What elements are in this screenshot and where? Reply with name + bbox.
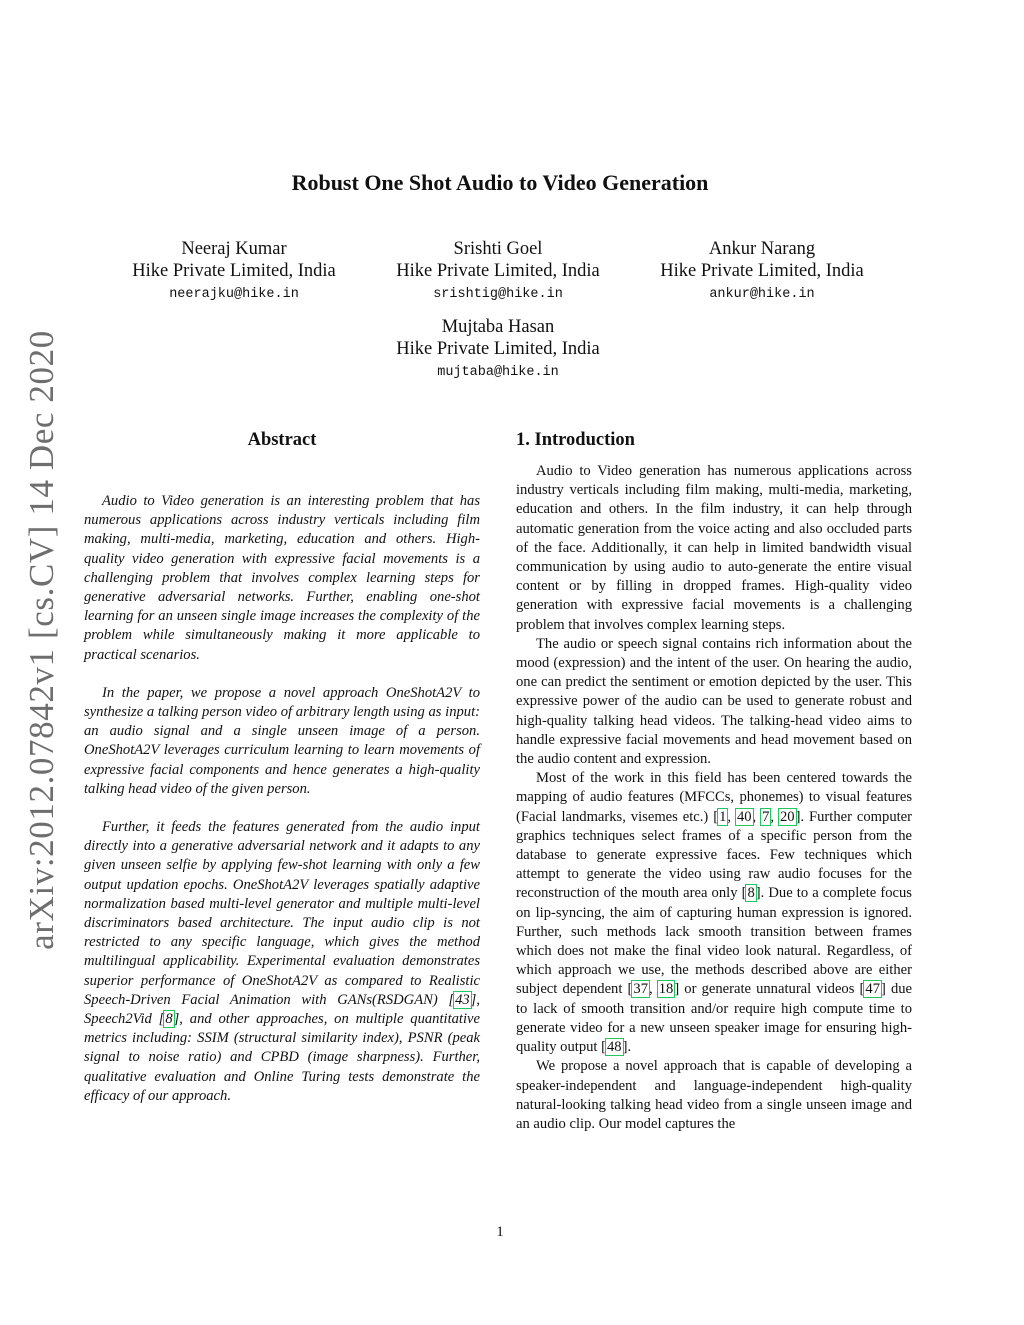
author-name: Ankur Narang [708,239,816,259]
citation-link[interactable]: 47 [865,981,880,998]
citation-link[interactable]: 8 [747,885,755,902]
abstract-section [84,428,480,1106]
intro-paragraph: We propose a novel approach that is capable of developing a speaker-independent and language-independent high-quality natural-looking talking head video from a single unseen image and an audio clip. Our model captures the [516,1058,912,1132]
author-block [348,316,648,382]
text-run: , [752,808,762,825]
citation-link[interactable]: 18 [658,981,674,998]
text-run: ] or generate unnatural videos [ [674,981,865,998]
introduction-section [516,428,912,1134]
citation-link[interactable]: 8 [165,1011,173,1028]
text-run: ] due to lack of smooth transition and/or require high compute time to generate video for a new unseen speaker image for ensuring high-quality output [ [516,981,913,1056]
text-run: ]. [622,1039,632,1056]
page-number: 1 [496,1224,504,1240]
citation-link[interactable]: 1 [719,808,727,825]
author-name: Mujtaba Hasan [441,317,555,337]
author-block [348,238,648,304]
intro-paragraph [516,769,912,1057]
introduction-heading: 1. Introduction [516,430,635,450]
author-affiliation: Hike Private Limited, India [132,261,336,281]
abstract-paragraph: Audio to Video generation is an interesting problem that has numerous applications across industry verticals including film making, multi-media, marketing, education and others. High-quality video generation with expressive facial movements is a challenging problem that involves complex learning steps for generative adversarial networks. Further, enabling one-shot learning for an unseen single image increases the complexity of the problem while simultaneously making it more applicable to practical scenarios. [84,493,480,663]
paper-title: Robust One Shot Audio to Video Generation [291,170,709,195]
intro-paragraph: Audio to Video generation has numerous applications across industry verticals including film making, multi-media, marketing, education and others. In the film industry, it can help through automatic generation from the voice acting and also occluded parts of the face. Additionally, it can help in limited bandwidth visual communication by using audio to auto-generate the entire visual content or by filling in dropped frames. High-quality video generation with expressive facial movements is a challenging problem that involves complex learning steps. [516,463,912,633]
author-affiliation: Hike Private Limited, India [396,261,600,281]
text-run: , [648,981,658,998]
intro-paragraph: The audio or speech signal contains rich information about the mood (expression) and the intent of the user. On hearing the audio, one can predict the sentiment or emotion depicted by the user. This expressive power of the audio can be used to generate robust and high-quality talking head videos. The talking-head video aims to handle expressive facial movements and head movement based on the audio content and expression. [516,635,912,768]
author-email[interactable]: ankur@hike.in [709,287,815,302]
abstract-heading: Abstract [247,430,317,450]
author-name: Neeraj Kumar [181,239,287,259]
text-run: ]. Due to a complete focus on lip-syncing, the aim of capturing human expression is ignored. Further, such methods lack smooth transition between frames which does not make the final video look natural. Regardless, of which approach we use, the methods described above are either subject dependent [ [516,885,912,998]
author-affiliation: Hike Private Limited, India [660,261,864,281]
author-email[interactable]: srishtig@hike.in [433,287,563,302]
text-run: , [770,808,779,825]
text-run: ], and other approaches, on multiple quantitative metrics including: SSIM (structural similarity index), PSNR (peak signal to noise ratio) and CPBD (image sharpness). Further, qualitative evaluation and Online Turing tests demonstrate the efficacy of our approach. [84,1011,480,1104]
citation-link[interactable]: 43 [455,991,470,1008]
citation-link[interactable]: 7 [762,808,770,825]
author-block [612,238,912,304]
text-run: , [727,808,736,825]
author-block [84,238,384,304]
text-run: Most of the work in this field has been centered towards the mapping of audio features (MFCCs, phonemes) to visual features (Facial landmarks, visemes etc.) [ [516,770,912,825]
author-email[interactable]: neerajku@hike.in [169,287,299,302]
citation-link[interactable]: 37 [633,981,648,998]
author-name: Srishti Goel [453,239,543,259]
citation-link[interactable]: 48 [607,1039,622,1056]
abstract-paragraph [84,818,480,1106]
text-run: ]. Further computer graphics techniques select frames of a specific person from the database to generate expressive faces. Few techniques which attempt to generate the video using raw audio focuses for the reconstruction of the mouth area only [ [516,808,913,902]
abstract-paragraph: In the paper, we propose a novel approach OneShotA2V to synthesize a talking person video of arbitrary length using as input: an audio signal and a single unseen image of a person. OneShotA2V leverages curriculum learning to learn movements of expressive facial components and hence generates a high-quality talking head video of the given person. [84,684,480,797]
author-affiliation: Hike Private Limited, India [396,339,600,359]
citation-link[interactable]: 40 [736,808,752,825]
text-run: Further, it feeds the features generated from the audio input directly into a generative adversarial network and it adapts to any given unseen selfie by applying few-shot learning with only a few output updation epochs. OneShotA2V leverages spatially adaptive normalization based multi-level generator and multiple multi-level discriminators based architecture. The input audio clip is not restricted to any specific language, which gives the method multilingual applicability. Experimental evaluation demonstrates superior performance of OneShotA2V as compared to Realistic Speech-Driven Facial Animation with GANs(RSDGAN) [ [84,819,480,1008]
arxiv-stamp[interactable]: arXiv:2012.07842v1 [cs.CV] 14 Dec 2020 [22,330,61,950]
text-run: ], Speech2Vid [ [84,991,480,1028]
author-email[interactable]: mujtaba@hike.in [437,365,559,380]
citation-link[interactable]: 20 [779,808,795,825]
